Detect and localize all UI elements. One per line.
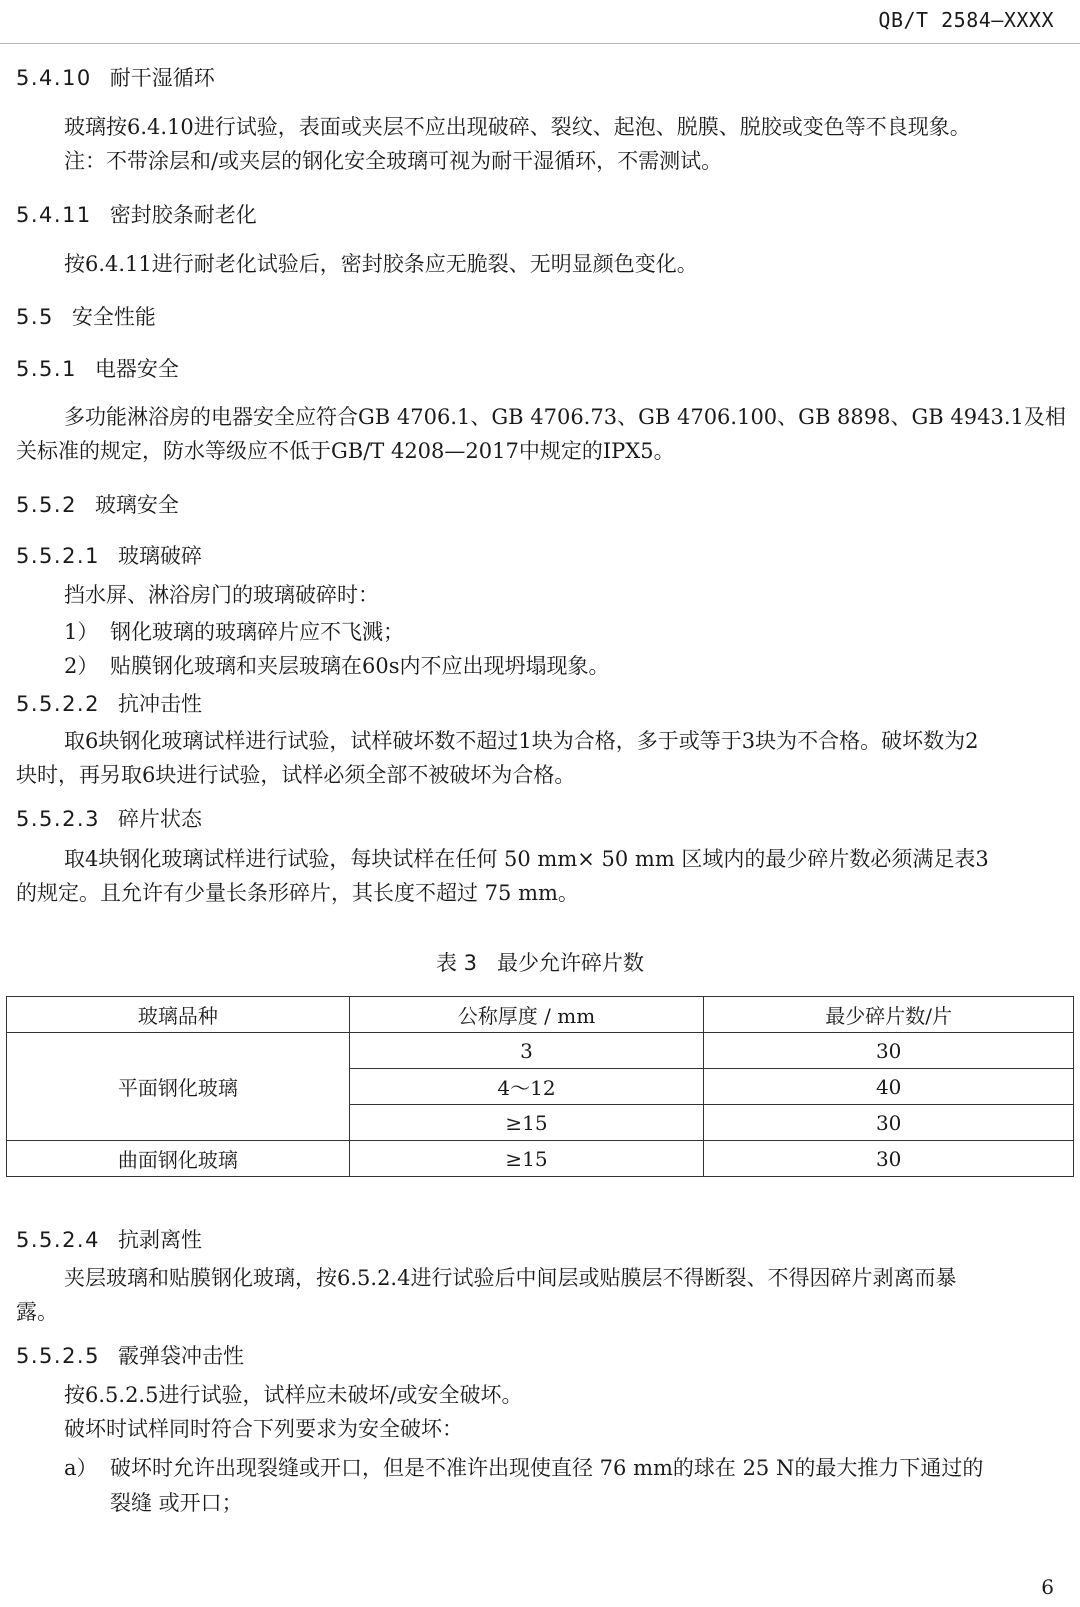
section-title: 安全性能 <box>71 305 156 329</box>
section-title: 密封胶条耐老化 <box>109 203 257 227</box>
fragment-count-cell: 30 <box>704 1033 1074 1069</box>
paragraph: 破坏时试样同时符合下列要求为安全破坏： <box>64 1417 463 1441</box>
section-number: 5.4.11 <box>16 203 92 227</box>
section-heading-5-4-11 <box>16 199 257 229</box>
paragraph: 取6块钢化玻璃试样进行试验，试样破坏数不超过1块为合格，多于或等于3块为不合格。破坏数为2 <box>64 729 979 753</box>
list-item <box>64 650 610 680</box>
section-heading-5-5 <box>16 301 156 331</box>
column-header: 最少碎片数/片 <box>704 997 1074 1033</box>
section-number: 5.4.10 <box>16 66 92 90</box>
paragraph-continuation: 块时，再另取6块进行试验，试样必须全部不被破坏为合格。 <box>16 763 576 787</box>
table-row <box>7 1033 1074 1069</box>
list-marker: 2） <box>64 654 99 678</box>
list-marker: 1） <box>64 620 99 644</box>
page-number: 6 <box>1041 1575 1054 1599</box>
table-caption <box>0 947 1080 977</box>
paragraph-continuation: 露。 <box>16 1300 58 1324</box>
paragraph: 挡水屏、淋浴房门的玻璃破碎时： <box>64 583 379 607</box>
list-item <box>64 1452 983 1482</box>
header-divider <box>0 43 1080 44</box>
thickness-cell: ≥15 <box>349 1141 704 1177</box>
fragment-count-table <box>6 996 1074 1177</box>
section-number: 5.5.2 <box>16 493 77 517</box>
section-number: 5.5.2.5 <box>16 1344 100 1368</box>
section-heading-5-5-2-3 <box>16 803 202 833</box>
paragraph: 多功能淋浴房的电器安全应符合GB 4706.1、GB 4706.73、GB 4706.100、GB 8898、GB 4943.1及相 <box>64 405 1066 429</box>
paragraph-continuation: 关标准的规定，防水等级应不低于GB/T 4208—2017中规定的IPX5。 <box>16 439 675 463</box>
section-number: 5.5.2.2 <box>16 692 100 716</box>
section-title: 抗剥离性 <box>117 1228 202 1252</box>
fragment-count-cell: 30 <box>704 1141 1074 1177</box>
section-title: 电器安全 <box>94 357 179 381</box>
paragraph: 玻璃按6.4.10进行试验，表面或夹层不应出现破碎、裂纹、起泡、脱膜、脱胶或变色等不良现象。 <box>64 115 971 139</box>
paragraph: 取4块钢化玻璃试样进行试验，每块试样在任何 50 mm× 50 mm 区域内的最少碎片数必须满足表3 <box>64 847 989 871</box>
list-marker: a） <box>64 1456 98 1480</box>
fragment-count-cell: 30 <box>704 1105 1074 1141</box>
paragraph: 按6.4.11进行耐老化试验后，密封胶条应无脆裂、无明显颜色变化。 <box>64 252 698 276</box>
section-number: 5.5 <box>16 305 54 329</box>
section-title: 玻璃破碎 <box>117 544 202 568</box>
section-number: 5.5.1 <box>16 357 77 381</box>
section-heading-5-5-2-2 <box>16 688 202 718</box>
list-text: 钢化玻璃的玻璃碎片应不飞溅； <box>110 620 404 644</box>
section-heading-5-5-2-1 <box>16 540 202 570</box>
fragment-count-cell: 40 <box>704 1069 1074 1105</box>
table-header-row <box>7 997 1074 1033</box>
section-number: 5.5.2.1 <box>16 544 100 568</box>
list-text: 破坏时允许出现裂缝或开口，但是不准许出现使直径 76 mm的球在 25 N的最大推力下通过的 <box>110 1456 984 1480</box>
section-title: 抗冲击性 <box>117 692 202 716</box>
paragraph-continuation: 的规定。且允许有少量长条形碎片，其长度不超过 75 mm。 <box>16 881 579 905</box>
glass-type-cell: 平面钢化玻璃 <box>7 1033 350 1141</box>
section-title: 碎片状态 <box>117 807 202 831</box>
section-heading-5-5-2-5 <box>16 1340 244 1370</box>
section-title: 玻璃安全 <box>94 493 179 517</box>
section-title: 霰弹袋冲击性 <box>117 1344 244 1368</box>
section-heading-5-4-10 <box>16 62 215 92</box>
standard-code: QB/T 2584—XXXX <box>878 8 1054 32</box>
list-text: 贴膜钢化玻璃和夹层玻璃在60s内不应出现坍塌现象。 <box>110 654 610 678</box>
table-row <box>7 1141 1074 1177</box>
section-heading-5-5-2-4 <box>16 1224 202 1254</box>
section-heading-5-5-1 <box>16 353 179 383</box>
paragraph: 按6.5.2.5进行试验，试样应未破坏/或安全破坏。 <box>64 1383 523 1407</box>
list-text-continuation: 裂缝 或开口； <box>110 1491 243 1515</box>
section-title: 耐干湿循环 <box>109 66 215 90</box>
table-title: 最少允许碎片数 <box>497 951 645 975</box>
table-number: 表 3 <box>435 951 478 975</box>
column-header: 玻璃品种 <box>7 997 350 1033</box>
section-number: 5.5.2.3 <box>16 807 100 831</box>
column-header: 公称厚度 / mm <box>349 997 704 1033</box>
thickness-cell: ≥15 <box>349 1105 704 1141</box>
list-item <box>64 616 404 646</box>
section-number: 5.5.2.4 <box>16 1228 100 1252</box>
paragraph: 夹层玻璃和贴膜钢化玻璃，按6.5.2.4进行试验后中间层或贴膜层不得断裂、不得因碎片剥离而暴 <box>64 1266 957 1290</box>
thickness-cell: 3 <box>349 1033 704 1069</box>
section-heading-5-5-2 <box>16 489 179 519</box>
thickness-cell: 4～12 <box>349 1069 704 1105</box>
glass-type-cell: 曲面钢化玻璃 <box>7 1141 350 1177</box>
note: 注：不带涂层和/或夹层的钢化安全玻璃可视为耐干湿循环，不需测试。 <box>64 149 723 173</box>
